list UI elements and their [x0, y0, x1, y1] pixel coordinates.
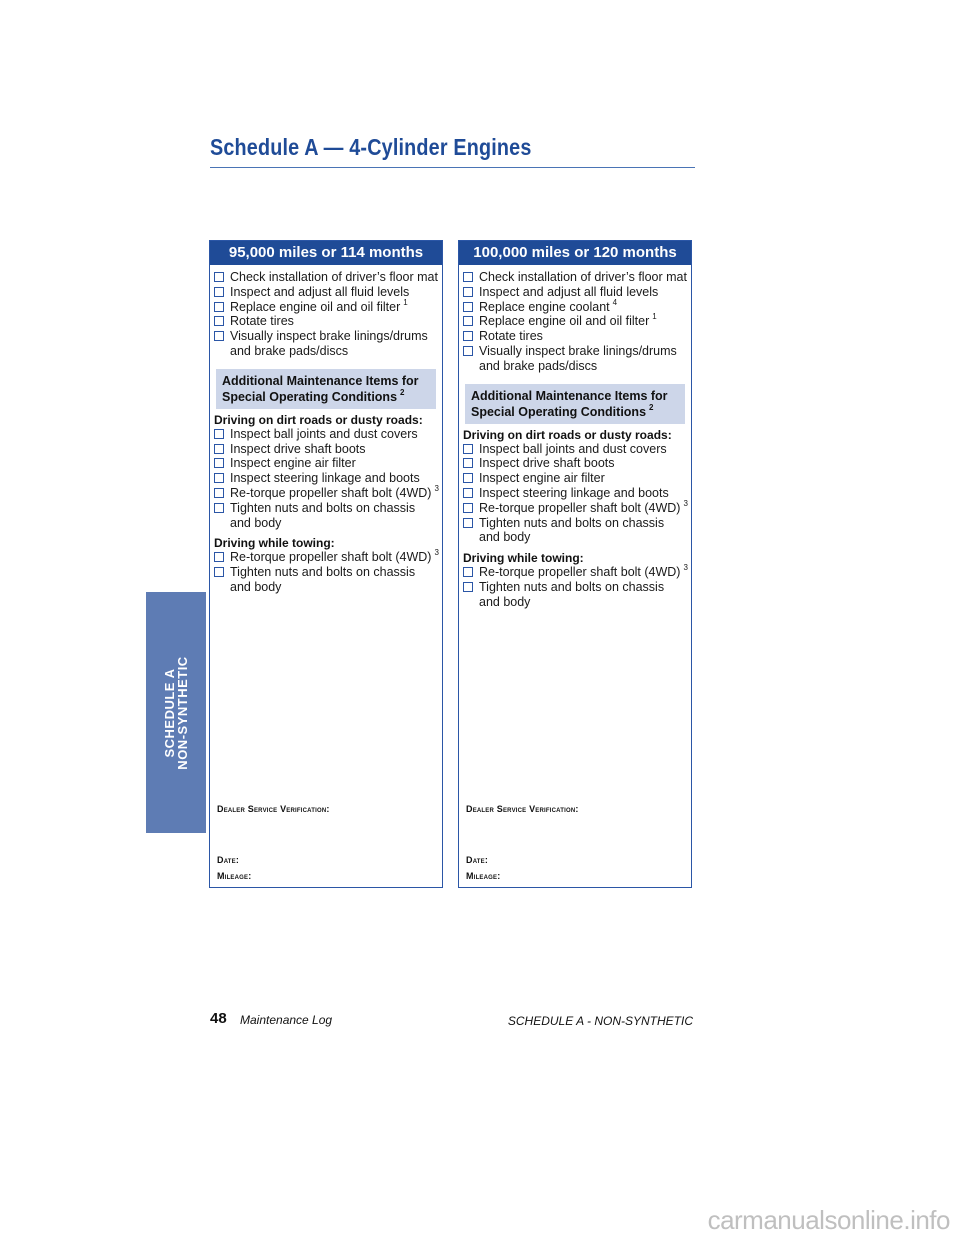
checklist-item-text: Replace engine oil and oil filter $^1$ [479, 312, 657, 329]
checklist-item-text: Check installation of driver’s floor mat [479, 270, 687, 284]
checkbox[interactable] [463, 287, 473, 297]
date-label: Date: [217, 855, 240, 865]
side-tab-label [163, 656, 189, 769]
checklist-item [214, 442, 439, 457]
dirt-road-items [214, 427, 439, 531]
checklist-item-text: Visually inspect brake linings/drums and brake pads/discs [230, 329, 428, 358]
footnote-marker: 4 [612, 297, 618, 307]
additional-title-line-1: Additional Maintenance Items for [471, 388, 668, 403]
watermark: carmanualsonline.info [707, 1205, 950, 1235]
maintenance-items [214, 270, 439, 359]
checklist-item [463, 314, 688, 329]
checklist-item-text: Inspect engine air filter [230, 456, 356, 471]
additional-title-line-2: Special Operating Conditions $^2$ [471, 402, 654, 419]
checklist-item [463, 270, 688, 285]
checklist-item [463, 471, 688, 486]
checklist-item-text: Inspect ball joints and dust covers [479, 441, 667, 456]
checklist-item-text: Tighten nuts and bolts on chassis and body [230, 565, 416, 594]
footnote-marker: 3 [683, 563, 688, 573]
checklist-item-text: Inspect steering linkage and boots [230, 471, 420, 486]
mileage-label: Mileage: [217, 871, 252, 881]
checkbox[interactable] [214, 488, 224, 498]
checklist-item-text: Inspect drive shaft boots [230, 441, 366, 456]
checklist-item [214, 483, 439, 501]
checklist-item-text: Re-torque propeller shaft bolt (4WD) $^3$ [479, 498, 688, 515]
checklist-item-text: Inspect and adjust all fluid levels [479, 284, 659, 299]
checklist-item [214, 270, 439, 285]
maintenance-items [463, 270, 688, 374]
checklist-item [463, 329, 688, 344]
checkbox[interactable] [214, 444, 224, 454]
checklist-item-text: Tighten nuts and bolts on chassis and body [479, 579, 665, 609]
towing-items [214, 550, 439, 594]
side-tab-line-1: SCHEDULE A [162, 667, 177, 758]
checkbox[interactable] [463, 567, 473, 577]
footnote-marker: 1 [652, 312, 657, 322]
checklist-item-text: Rotate tires [230, 314, 294, 329]
checkbox[interactable] [463, 458, 473, 468]
checklist-item-text: Inspect steering linkage and boots [479, 485, 669, 500]
maintenance-card-100000 [458, 240, 692, 888]
checklist-item-text: Inspect drive shaft boots [479, 456, 615, 471]
dealer-verification-label: Dealer Service Verification: [466, 804, 579, 814]
checklist-item [214, 501, 439, 531]
checkbox[interactable] [463, 316, 473, 326]
checklist-item [463, 344, 688, 374]
mileage-label: Mileage: [466, 871, 501, 881]
card-header: 95,000 miles or 114 months [210, 241, 442, 265]
checkbox[interactable] [463, 444, 473, 454]
checklist-item [214, 471, 439, 486]
checklist-item-text: Re-torque propeller shaft bolt (4WD) $^3$ [230, 548, 439, 565]
additional-title-line-2: Special Operating Conditions $^2$ [222, 387, 405, 404]
checklist-item [463, 498, 688, 516]
checklist-item [463, 486, 688, 501]
checklist-item-text: Re-torque propeller shaft bolt (4WD) $^3$ [479, 563, 688, 580]
side-tab [146, 592, 206, 833]
footnote-marker: 2 [400, 387, 405, 397]
checkbox[interactable] [463, 272, 473, 282]
checkbox[interactable] [463, 473, 473, 483]
footnote-marker: 3 [434, 483, 439, 493]
checklist-item [214, 297, 439, 315]
checkbox[interactable] [463, 518, 473, 528]
checkbox[interactable] [214, 272, 224, 282]
title-divider [210, 167, 695, 168]
checkbox[interactable] [214, 473, 224, 483]
checkbox[interactable] [214, 567, 224, 577]
dirt-road-items [463, 442, 688, 546]
towing-heading: Driving while towing: [463, 551, 584, 566]
towing-items [463, 565, 688, 609]
checkbox[interactable] [214, 552, 224, 562]
checklist-item-text: Tighten nuts and bolts on chassis and body [479, 515, 665, 545]
checklist-item-text: Rotate tires [479, 329, 543, 344]
checkbox[interactable] [214, 316, 224, 326]
dealer-verification-label: Dealer Service Verification: [217, 804, 330, 814]
additional-items-box [216, 369, 436, 409]
page-number: 48 [210, 1010, 227, 1027]
page-title: Schedule A — 4-Cylinder Engines [210, 134, 532, 160]
checklist-item [463, 516, 688, 546]
checkbox[interactable] [463, 331, 473, 341]
card-header: 100,000 miles or 120 months [459, 241, 691, 265]
footer-section-label: Maintenance Log [240, 1013, 333, 1027]
dirt-roads-heading: Driving on dirt roads or dusty roads: [214, 412, 423, 427]
checklist-item [214, 565, 439, 595]
checkbox[interactable] [463, 488, 473, 498]
footnote-marker: 3 [434, 548, 439, 558]
checklist-item-text: Inspect and adjust all fluid levels [230, 284, 410, 299]
checklist-item-text: Re-torque propeller shaft bolt (4WD) $^3$ [230, 483, 439, 500]
checklist-item [214, 456, 439, 471]
footer-schedule-label: SCHEDULE A - NON-SYNTHETIC [507, 1014, 693, 1028]
footnote-marker: 2 [649, 402, 654, 412]
checklist-item [214, 329, 439, 359]
checklist-item-text: Replace engine coolant $^4$ [479, 297, 618, 314]
checklist-item-text: Tighten nuts and bolts on chassis and body [230, 500, 416, 530]
date-label: Date: [466, 855, 489, 865]
checkbox[interactable] [463, 582, 473, 592]
checklist-item [214, 427, 439, 442]
towing-heading: Driving while towing: [214, 536, 335, 551]
checklist-item [214, 314, 439, 329]
checkbox[interactable] [214, 458, 224, 468]
checkbox[interactable] [214, 287, 224, 297]
checkbox[interactable] [463, 346, 473, 356]
card-body [459, 265, 691, 610]
additional-items-box [465, 384, 685, 424]
checkbox[interactable] [214, 331, 224, 341]
checklist-item [463, 442, 688, 457]
maintenance-card-95000 [209, 240, 443, 888]
checkbox[interactable] [463, 503, 473, 513]
footnote-marker: 1 [403, 297, 408, 307]
checklist-item-text: Check installation of driver’s floor mat [230, 270, 438, 284]
checklist-item [463, 565, 688, 580]
checkbox[interactable] [214, 302, 224, 312]
checklist-item-text: Inspect ball joints and dust covers [230, 426, 418, 441]
checklist-item [463, 285, 688, 300]
checklist-item-text: Replace engine oil and oil filter $^1$ [230, 297, 408, 314]
checklist-item-text: Visually inspect brake linings/drums and brake pads/discs [479, 343, 677, 373]
checklist-item [463, 580, 688, 610]
checkbox[interactable] [214, 429, 224, 439]
checkbox[interactable] [463, 302, 473, 312]
checklist-item [463, 456, 688, 471]
footnote-marker: 3 [683, 498, 688, 508]
checklist-item [214, 550, 439, 565]
checkbox[interactable] [214, 503, 224, 513]
dirt-roads-heading: Driving on dirt roads or dusty roads: [463, 427, 672, 442]
checklist-item-text: Inspect engine air filter [479, 471, 605, 486]
card-body [210, 265, 442, 595]
additional-title-line-1: Additional Maintenance Items for [222, 373, 419, 388]
side-tab-line-2: NON-SYNTHETIC [175, 655, 190, 770]
